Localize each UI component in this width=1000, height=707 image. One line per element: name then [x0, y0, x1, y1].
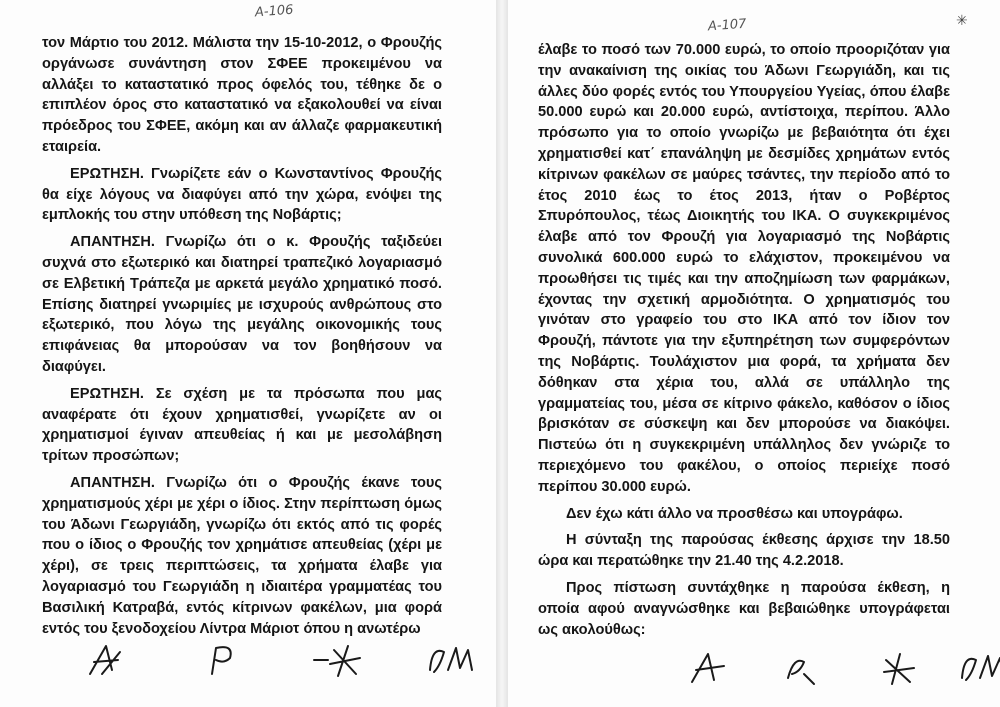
corner-mark: ✳ — [956, 12, 968, 28]
signatures-row — [684, 648, 1000, 688]
signature-2 — [774, 648, 834, 688]
closing-paragraph: Η σύνταξη της παρούσας έκθεσης άρχισε την 18.50 ώρα και περατώθηκε την 21.40 της 4.2.2018. — [538, 532, 950, 570]
page-gutter — [496, 0, 508, 707]
signature-4 — [422, 640, 482, 680]
paragraph: έλαβε το ποσό των 70.000 ευρώ, το οποίο προοριζόταν για την ανακαίνιση της οικίας του Άδωνι Γεωργιάδη, και τις άλλες δύο φορές εντός του Υπουργείου Υγείας, όπου έλαβε 50.000 ευρώ και 20.000 ευρώ, αντίστοιχα, περίπου. Άλλο πρόσωπο για το οποίο γνωρίζω με βεβαιότητα ότι έχει χρηματισθεί κατ΄ επανάληψη με δεσμίδες χρημάτων εντός κίτρινων φακέλων σε μαύρες τσάντες, την περίοδο από το έτος 2010 έως το έτος 2013, ήταν ο Ροβέρτος Σπυρόπουλος, τέως Διοικητής του ΙΚΑ. Ο συγκεκριμένος έλαβε από τον Φρουζή για λογαριασμό της Νοβάρτις συνολικά 600.000 ευρώ το ελάχιστον, προκειμένου να προωθήσει τις τιμές και την αποζημίωση των φαρμάκων, έχοντας την σχετική αρμοδιότητα. Ο χρηματισμός του γινόταν στο γραφείο του στο ΙΚΑ από τον ίδιον τον Φρουζή, πάντοτε για την εξυπηρέτηση των συμφερόντων της Νοβάρτις. Τουλάχιστον μια φορά, τα χρήματα δεν δόθηκαν στα χέρια του, αλλά σε υπάλληλο της γραμματείας του, μέσα σε κίτρινο φάκελο, καθόσον ο ίδιος βρισκόταν σε σύσκεψη και δεν μπορούσε να διακόψει. Πιστεύω ότι η συγκεκριμένη υπάλληλος δεν γνώριζε το περιεχόμενο του φακέλου, ο οποίος περιείχε ποσό περίπου 30.000 ευρώ. — [538, 42, 950, 495]
signature-3 — [308, 640, 368, 680]
right-page — [508, 0, 1000, 707]
signature-1 — [684, 648, 744, 688]
answer-paragraph: ΑΠΑΝΤΗΣΗ. Γνωρίζω ότι ο Φρουζής έκανε τους χρηματισμούς χέρι με χέρι ο ίδιος. Στην περίπτωση όμως του Άδωνι Γεωργιάδη, γνωρίζω ότι εκτός από τις φορές που ο ίδιος ο Φρουζής τον χρημάτισε απευθείας (χέρι με χέρι), σε τρεις περιπτώσεις, τα χρήματα έλαβε για λογαριασμό του Γεωργιάδη η ιδιαιτέρα γραμματέας του Βασιλική Κατραβά, εντός κίτρινων φακέλων, μια φορά εντός του ξενοδοχείου Λίντρα Μάριοτ όπου η ανωτέρω — [42, 474, 442, 637]
question-paragraph: ΕΡΩΤΗΣΗ. Σε σχέση με τα πρόσωπα που μας αναφέρατε ότι έχουν χρηματισθεί, γνωρίζετε αν οι χρηματισμοί έγιναν απευθείας ή και με μεσολάβηση τρίτων προσώπων; — [42, 385, 442, 465]
answer-paragraph: ΑΠΑΝΤΗΣΗ. Γνωρίζω ότι ο κ. Φρουζής ταξιδεύει συχνά στο εξωτερικό και διατηρεί τραπεζικό λογαριασμό σε Ελβετική Τράπεζα με αρκετά μεγάλο χρηματικό ποσό. Επίσης διατηρεί γνωριμίες με ισχυρούς ανθρώπους στο εξωτερικό, που λόγω της μεγάλης οικονομικής τους επιφάνειας θα μπορούσαν να τον βοηθήσουν να διαφύγει. — [42, 234, 442, 375]
handwritten-page-number: A-106 — [254, 2, 294, 21]
handwritten-page-number: A-107 — [707, 16, 747, 35]
closing-paragraph: Δεν έχω κάτι άλλο να προσθέσω και υπογράφω. — [566, 505, 903, 522]
right-page-text — [538, 40, 950, 646]
signature-2 — [194, 640, 254, 680]
signatures-row — [80, 640, 482, 680]
left-page-text — [42, 33, 442, 645]
question-paragraph: ΕΡΩΤΗΣΗ. Γνωρίζετε εάν ο Κωνσταντίνος Φρουζής θα είχε λόγους να διαφύγει από την χώρα, ενόψει της εμπλοκής του στην υπόθεση της Νοβάρτις; — [42, 165, 442, 224]
signature-3 — [864, 648, 924, 688]
left-page — [0, 0, 496, 707]
signature-1 — [80, 640, 140, 680]
paragraph: τον Μάρτιο του 2012. Μάλιστα την 15-10-2012, ο Φρουζής οργάνωσε συνάντηση στον ΣΦΕΕ προκειμένου να αλλάξει το καταστατικό προς όφελός του, τέθηκε δε ο επιπλέον όρος στο καταστατικό να εξακολουθεί να είναι πρόεδρος του ΣΦΕΕ, ακόμη και αν άλλαζε φαρμακευτική εταιρεία. — [42, 35, 442, 155]
closing-paragraph: Προς πίστωση συντάχθηκε η παρούσα έκθεση, η οποία αφού αναγνώσθηκε και βεβαιώθηκε υπογράφεται ως ακολούθως: — [538, 579, 950, 638]
signature-4 — [954, 648, 1000, 688]
